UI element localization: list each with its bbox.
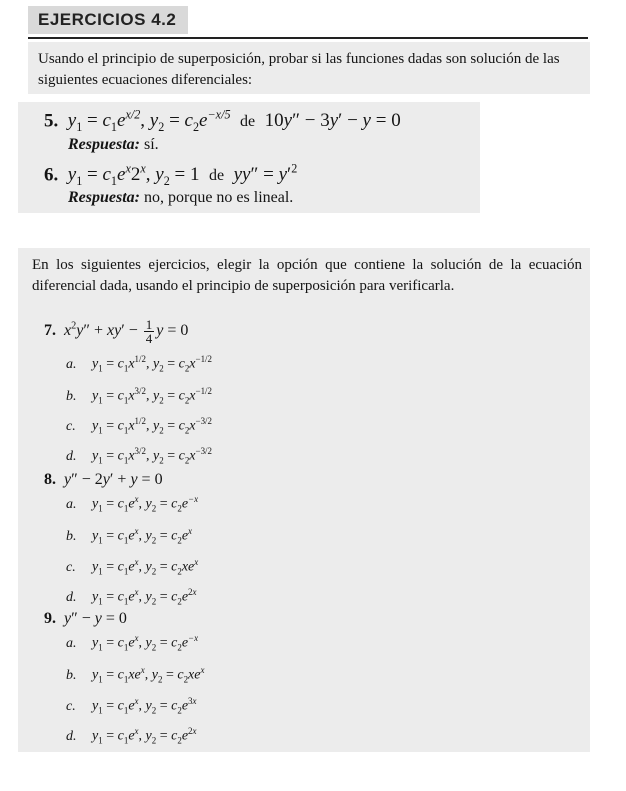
multiple-choice-box	[18, 248, 590, 752]
problems-5-6-box	[18, 102, 480, 213]
option[interactable]: b. $y_1 = c_1xe^x$, $y_2 = c_2xe^x$	[66, 665, 205, 685]
option[interactable]: a. $y_1 = c_1e^x$, $y_2 = c_2e^{-x}$	[66, 494, 199, 514]
option[interactable]: d. $y_1 = c_1x^{3/2}$, $y_2 = c_2x^{-3/2}$	[66, 446, 213, 466]
problem-6-response: Respuesta: no, porque no es lineal.	[68, 189, 294, 206]
problem-8-equation: y″ − 2y′ + y = 0	[64, 471, 163, 488]
problem-5-equation: $y_1 = c_1e^{x/2}$, $y_2 = c_2e^{-x/5}$ de 10y″ − 3y′ − y = 0	[67, 108, 401, 135]
option[interactable]: c. $y_1 = c_1e^x$, $y_2 = c_2e^{3x}$	[66, 696, 197, 716]
problem-6	[44, 162, 297, 189]
problem-5	[44, 108, 401, 135]
option[interactable]: a. $y_1 = c_1x^{1/2}$, $y_2 = c_2x^{-1/2}$	[66, 354, 213, 374]
intro2-paragraph: En los siguientes ejercicios, elegir la opción que contiene la solución de la ecuación diferencial dada, usando el principio de superposición para verificarla.	[32, 257, 582, 294]
problem-6-equation: $y_1 = c_1e^x2^x$, $y_2 = 1$ de $yy'' = y'^2$	[67, 162, 298, 189]
option[interactable]: d. $y_1 = c_1e^x$, $y_2 = c_2e^{2x}$	[66, 726, 197, 746]
option[interactable]: c. $y_1 = c_1x^{1/2}$, $y_2 = c_2x^{-3/2}$	[66, 416, 213, 436]
option[interactable]: d. $y_1 = c_1e^x$, $y_2 = c_2e^{2x}$	[66, 587, 197, 607]
option[interactable]: c. $y_1 = c_1e^x$, $y_2 = c_2xe^x$	[66, 557, 199, 577]
problem-7-equation: $x^2y'' + xy'$ − $\frac{1}{4}$ y = 0	[64, 317, 189, 346]
section-title: EJERCICIOS 4.2	[28, 6, 188, 34]
problem-5-response: Respuesta: sí.	[68, 136, 159, 153]
option[interactable]: b. $y_1 = c_1e^x$, $y_2 = c_2e^x$	[66, 526, 193, 546]
problem-7: 7. $x^2y'' + xy'$ − $\frac{1}{4}$ y = 0	[44, 317, 189, 346]
section-title-rule	[28, 37, 588, 39]
option[interactable]: a. $y_1 = c_1e^x$, $y_2 = c_2e^{-x}$	[66, 633, 199, 653]
option[interactable]: b. $y_1 = c_1x^{3/2}$, $y_2 = c_2x^{-1/2}$	[66, 386, 213, 406]
problem-9: 9. y″ − y = 0	[44, 610, 127, 627]
intro-paragraph: Usando el principio de superposición, probar si las funciones dadas son solución de las siguientes ecuaciones diferenciales:	[28, 42, 590, 94]
problem-9-equation: y″ − y = 0	[64, 610, 127, 627]
problem-number: 6.	[44, 164, 59, 186]
problem-8: 8. y″ − 2y′ + y = 0	[44, 471, 163, 488]
problem-number: 5.	[44, 110, 59, 132]
